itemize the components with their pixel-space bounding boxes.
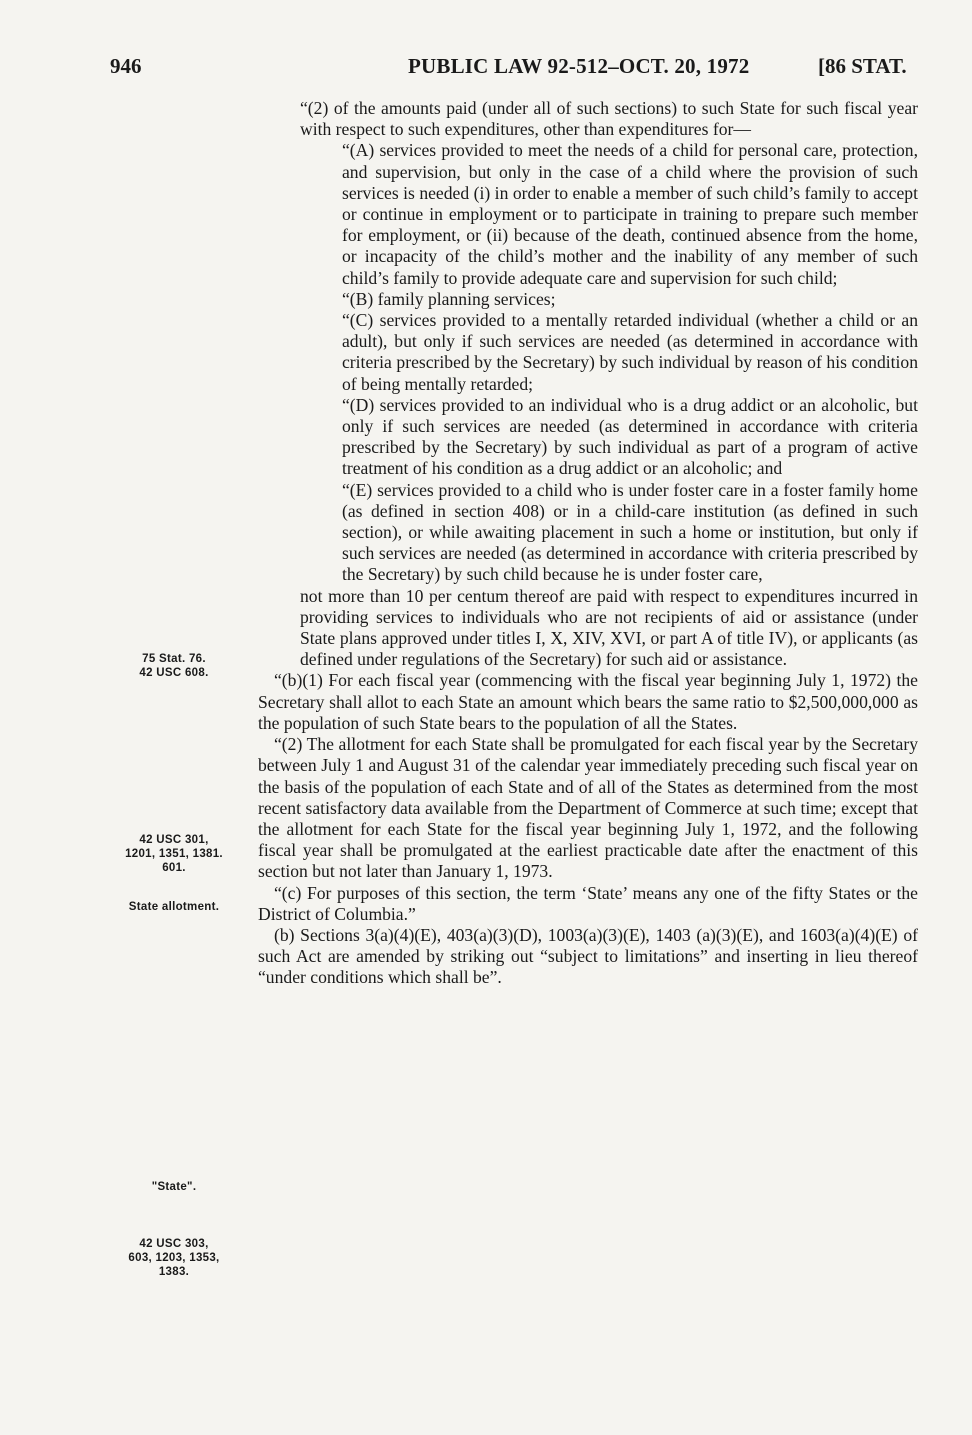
paragraph-d: “(D) services provided to an individual who is a drug addict or an alcoholic, but only if such services are needed (as determined in accordance with criteria prescribed by the Secretary) by such individual as part of a program of active treatment of his condition as a drug addict or an alcoholic; and [342,394,918,479]
margin-note-75-stat: 75 Stat. 76. 42 USC 608. [139,653,209,679]
body-text [258,98,918,989]
paragraph-limitation: not more than 10 per centum thereof are paid with respect to expenditures incurred in providing services to individuals who are not recipients of aid or assistance (under State plans approved under titles I, X, XIV, XVI, or part A of title IV), or applicants (as defined under regulations of the Secretary) for such aid or assistance. [300,585,918,670]
paragraph-a: “(A) services provided to meet the needs of a child for personal care, protection, and supervision, but only in the case of a child where the provision of such services is needed (i) in order to enable a member of such child’s family to accept or continue in employment or to participate in training to prepare such member for employment, or (ii) because of the death, continued absence from the home, or incapacity of the child’s mother and the inability of any member of such child’s family to provide adequate care and supervision for such child; [342,140,918,288]
paragraph-section-b: (b) Sections 3(a)(4)(E), 403(a)(3)(D), 1003(a)(3)(E), 1403 (a)(3)(E), and 1603(a)(4)(E) of such Act are amended by striking out “subject to limitations” and inserting in lieu thereof “under conditions which shall be”. [258,924,918,988]
margin-note-state-allotment: State allotment. [128,901,220,913]
paragraph-b2: “(2) The allotment for each State shall be promulgated for each fiscal year by the Secretary between July 1 and August 31 of the calendar year immediately preceding such fiscal year on the basis of the population of each State and of all of the States as determined from the most recent satisfactory data available from the Department of Commerce at such time; except that the allotment for each State for the fiscal year beginning July 1, 1972, and the following fiscal year shall be promulgated at the earliest practicable date after the enactment of this section but not later than January 1, 1973. [258,734,918,882]
margin-note-state-definition: "State". [151,1181,197,1193]
paragraph-e: “(E) services provided to a child who is under foster care in a foster family home (as defined in section 408) or in a child-care institution (as defined in such section), or while awaiting placement in such a home or institution, but only if such services are needed (as determined in accordance with criteria prescribed by the Secretary) by such child because he is under foster care, [342,479,918,585]
margin-note-42-usc-301: 42 USC 301, 1201, 1351, 1381. 601. [125,834,223,874]
paragraph-c-definition: “(c) For purposes of this section, the term ‘State’ means any one of the fifty States or the District of Columbia.” [258,882,918,924]
running-title: PUBLIC LAW 92-512–OCT. 20, 1972 [408,54,750,78]
volume-reference: [86 STAT. [818,54,907,78]
page-number: 946 [110,54,142,78]
paragraph-c: “(C) services provided to a mentally retarded individual (whether a child or an adult), but only if such services are needed (as determined in accordance with criteria prescribed by the Secretary) by such individual by reason of his condition of being mentally retarded; [342,310,918,394]
paragraph-b1: “(b)(1) For each fiscal year (commencing with the fiscal year beginning July 1, 1972) the Secretary shall allot to each State an amount which bears the same ratio to $2,500,000,000 as the population of such State bears to the population of all the States. [258,670,918,733]
paragraph-2: “(2) of the amounts paid (under all of such sections) to such State for such fiscal year with respect to such expenditures, other than expenditures for— [300,98,918,140]
margin-note-42-usc-303: 42 USC 303, 603, 1203, 1353, 1383. [128,1238,220,1278]
paragraph-b: “(B) family planning services; [342,288,556,309]
